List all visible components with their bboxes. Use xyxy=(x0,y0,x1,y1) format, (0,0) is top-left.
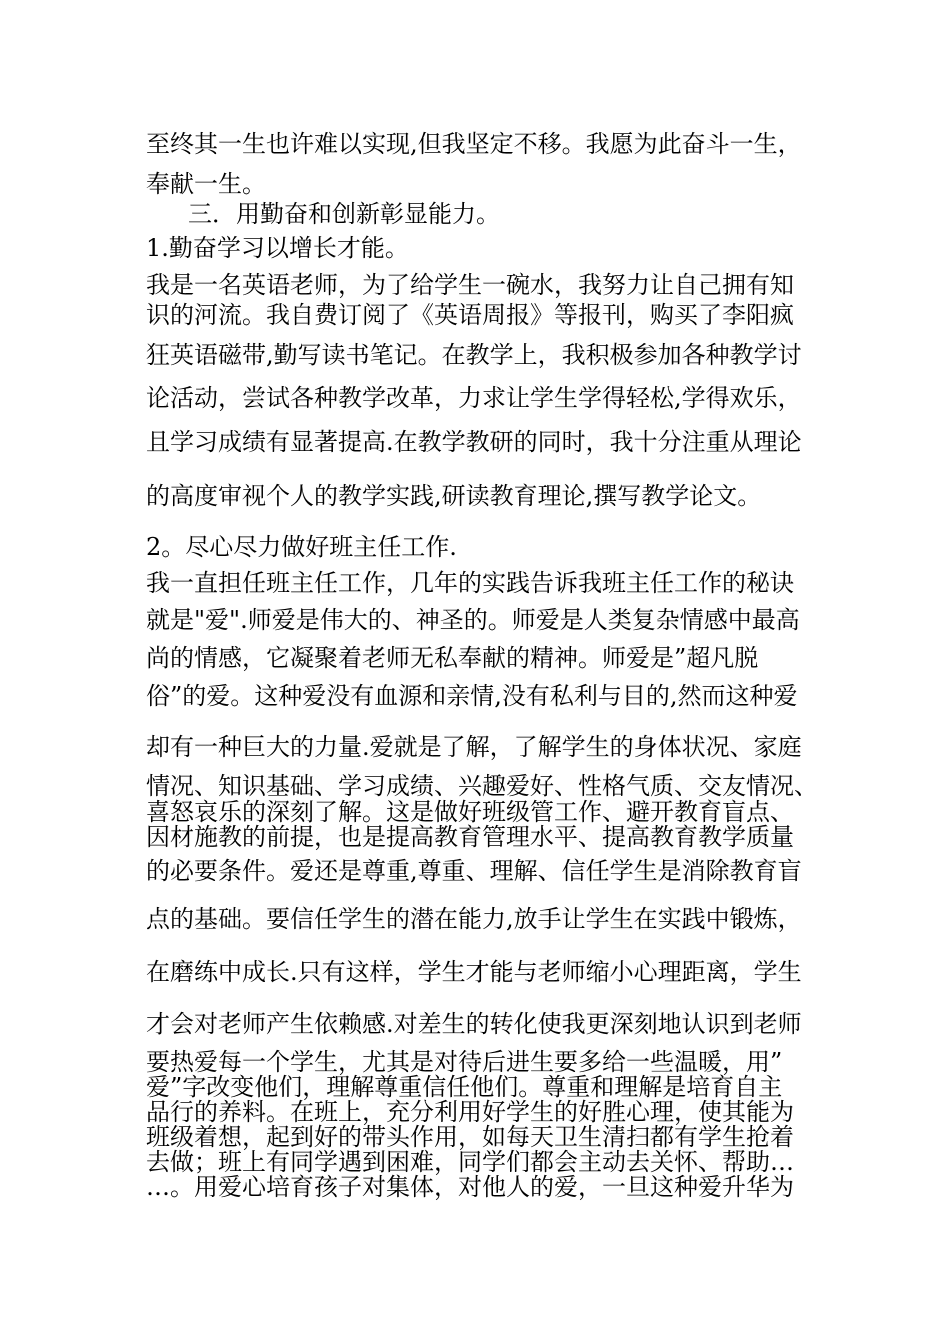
text-line: …。用爱心培育孩子对集体，对他人的爱，一旦这种爱升华为 xyxy=(146,1173,794,1201)
text-line: 我是一名英语老师，为了给学生一碗水，我努力让自己拥有知 xyxy=(146,271,794,299)
text-line: 狂英语磁带,勤写读书笔记。在教学上，我积极参加各种教学讨 xyxy=(146,341,802,369)
text-line: 且学习成绩有显著提高.在教学教研的同时，我十分注重从理论 xyxy=(146,428,802,456)
text-line: 品行的养料。在班上，充分利用好学生的好胜心理，使其能为 xyxy=(146,1098,794,1126)
text-line: 论活动，尝试各种教学改革，力求让学生学得轻松,学得欢乐， xyxy=(146,384,802,412)
text-line: 去做；班上有同学遇到困难，同学们都会主动去关怀、帮助… xyxy=(146,1148,794,1176)
text-line: 的高度审视个人的教学实践,研读教育理论,撰写教学论文。 xyxy=(146,482,762,510)
text-line: 俗”的爱。这种爱没有血源和亲情,没有私利与目的,然而这种爱 xyxy=(146,682,798,710)
text-line: 情况、知识基础、学习成绩、兴趣爱好、性格气质、交友情况、 xyxy=(146,772,818,800)
text-line: 奉献一生。 xyxy=(146,170,266,198)
text-line: 尚的情感，它凝聚着老师无私奉献的精神。师爱是”超凡脱 xyxy=(146,644,759,672)
subsection-heading: 1.勤奋学习以增长才能。 xyxy=(146,234,409,262)
text-line: 点的基础。要信任学生的潜在能力,放手让学生在实践中锻炼， xyxy=(146,905,802,933)
text-line: 至终其一生也许难以实现,但我坚定不移。我愿为此奋斗一生， xyxy=(146,130,802,158)
text-line: 就是"爱".师爱是伟大的、神圣的。师爱是人类复杂情感中最高 xyxy=(146,606,800,634)
text-line: 才会对老师产生依赖感.对差生的转化使我更深刻地认识到老师 xyxy=(146,1010,802,1038)
text-line: 要热爱每一个学生，尤其是对待后进生要多给一些温暖，用” xyxy=(146,1048,783,1076)
text-line: 爱”字改变他们，理解尊重信任他们。尊重和理解是培育自主 xyxy=(146,1073,783,1101)
text-line: 的必要条件。爱还是尊重,尊重、理解、信任学生是消除教育盲 xyxy=(146,857,802,885)
section-heading: 三．用勤奋和创新彰显能力。 xyxy=(188,200,500,228)
text-line: 识的河流。我自费订阅了《英语周报》等报刊，购买了李阳疯 xyxy=(146,301,794,329)
text-line: 因材施教的前提，也是提高教育管理水平、提高教育教学质量 xyxy=(146,823,794,851)
text-line: 班级着想，起到好的带头作用，如每天卫生清扫都有学生抢着 xyxy=(146,1123,794,1151)
text-line: 在磨练中成长.只有这样，学生才能与老师缩小心理距离，学生 xyxy=(146,958,802,986)
text-line: 我一直担任班主任工作，几年的实践告诉我班主任工作的秘诀 xyxy=(146,569,794,597)
subsection-heading: 2。尽心尽力做好班主任工作. xyxy=(146,533,457,561)
text-line: 却有一种巨大的力量.爱就是了解，了解学生的身体状况、家庭 xyxy=(146,733,802,761)
text-line: 喜怒哀乐的深刻了解。这是做好班级管工作、避开教育盲点、 xyxy=(146,798,794,826)
